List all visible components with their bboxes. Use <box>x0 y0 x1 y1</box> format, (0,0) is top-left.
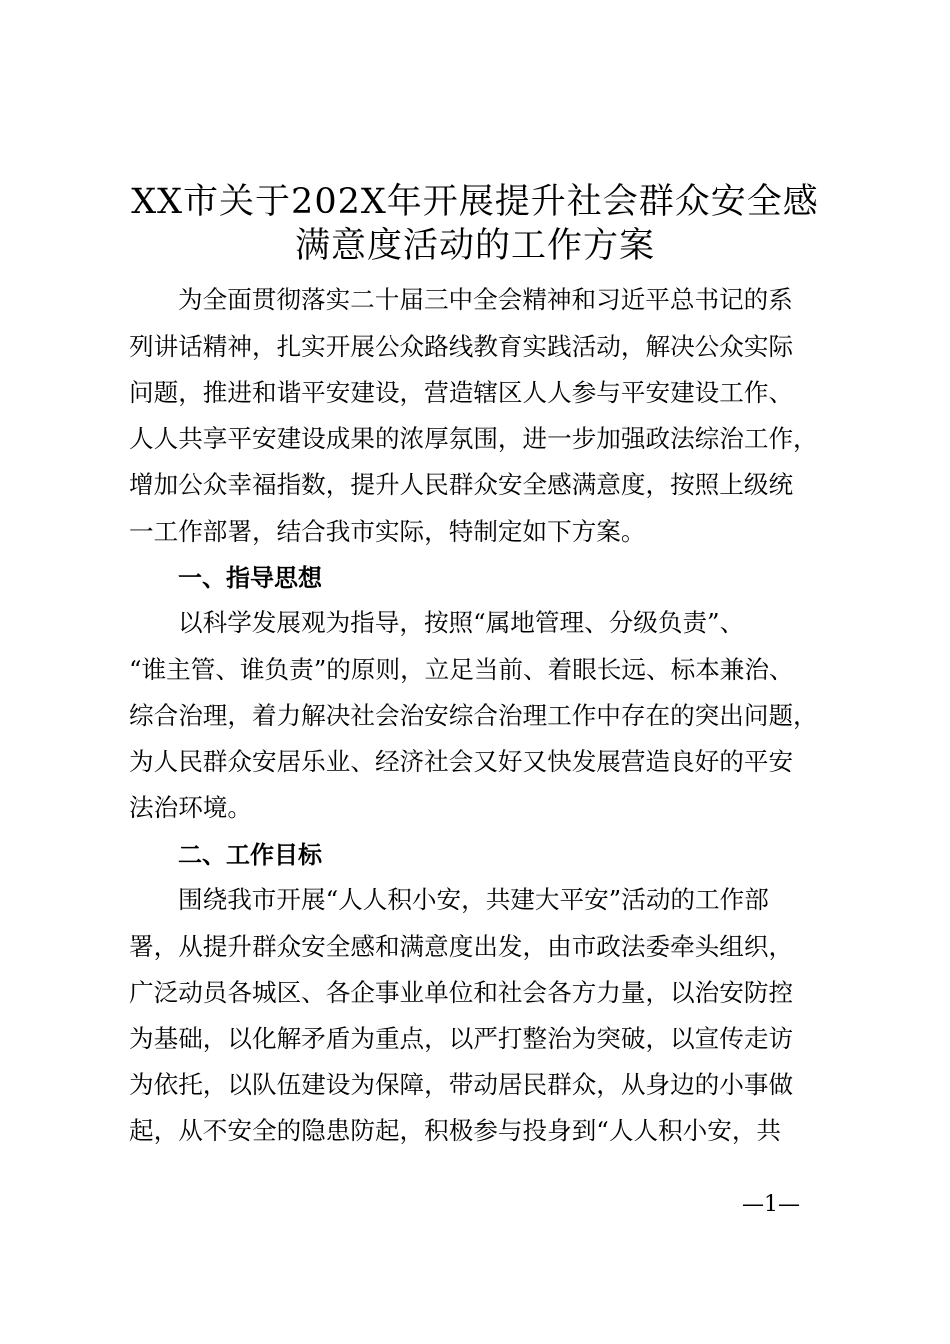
intro-line-1: 为全面贯彻落实二十届三中全会精神和习近平总书记的系 <box>178 285 793 314</box>
section2-line-5: 为依托，以队伍建设为保障，带动居民群众，从身边的小事做 <box>129 1070 794 1099</box>
section-heading-guiding-ideology: 一、指导思想 <box>178 564 322 592</box>
intro-line-3: 问题，推进和谐平安建设，营造辖区人人参与平安建设工作、 <box>129 378 794 407</box>
intro-line-2: 列讲话精神，扎实开展公众路线教育实践活动，解决公众实际 <box>129 332 794 361</box>
section1-line-3: 综合治理，着力解决社会治安综合治理工作中存在的突出问题， <box>129 701 818 730</box>
section2-line-6: 起，从不安全的隐患防起，积极参与投身到“人人积小安，共 <box>129 1116 782 1145</box>
section2-line-2: 署，从提升群众安全感和满意度出发，由市政法委牵头组织， <box>129 932 794 961</box>
section2-line-4: 为基础，以化解矛盾为重点，以严打整治为突破，以宣传走访 <box>129 1024 794 1053</box>
section1-line-4: 为人民群众安居乐业、经济社会又好又快发展营造良好的平安 <box>129 747 794 776</box>
section-heading-work-goals: 二、工作目标 <box>178 841 322 869</box>
document-title-line-2: 满意度活动的工作方案 <box>294 226 655 266</box>
section1-line-1: 以科学发展观为指导，按照“属地管理、分级负责”、 <box>178 608 745 637</box>
section2-line-1: 围绕我市开展“人人积小安，共建大平安”活动的工作部 <box>178 885 769 914</box>
intro-line-4: 人人共享平安建设成果的浓厚氛围，进一步加强政法综治工作， <box>129 424 818 453</box>
intro-line-5: 增加公众幸福指数，提升人民群众安全感满意度，按照上级统 <box>129 470 794 499</box>
section2-line-3: 广泛动员各城区、各企事业单位和社会各方力量，以治安防控 <box>129 978 794 1007</box>
section1-line-5: 法治环境。 <box>129 793 252 822</box>
section1-line-2: “谁主管、谁负责”的原则，立足当前、着眼长远、标本兼治、 <box>129 655 794 684</box>
intro-line-6: 一工作部署，结合我市实际，特制定如下方案。 <box>129 517 646 546</box>
page-number: —1— <box>742 1192 800 1217</box>
document-title-line-1: XX市关于202X年开展提升社会群众安全感 <box>131 182 819 222</box>
